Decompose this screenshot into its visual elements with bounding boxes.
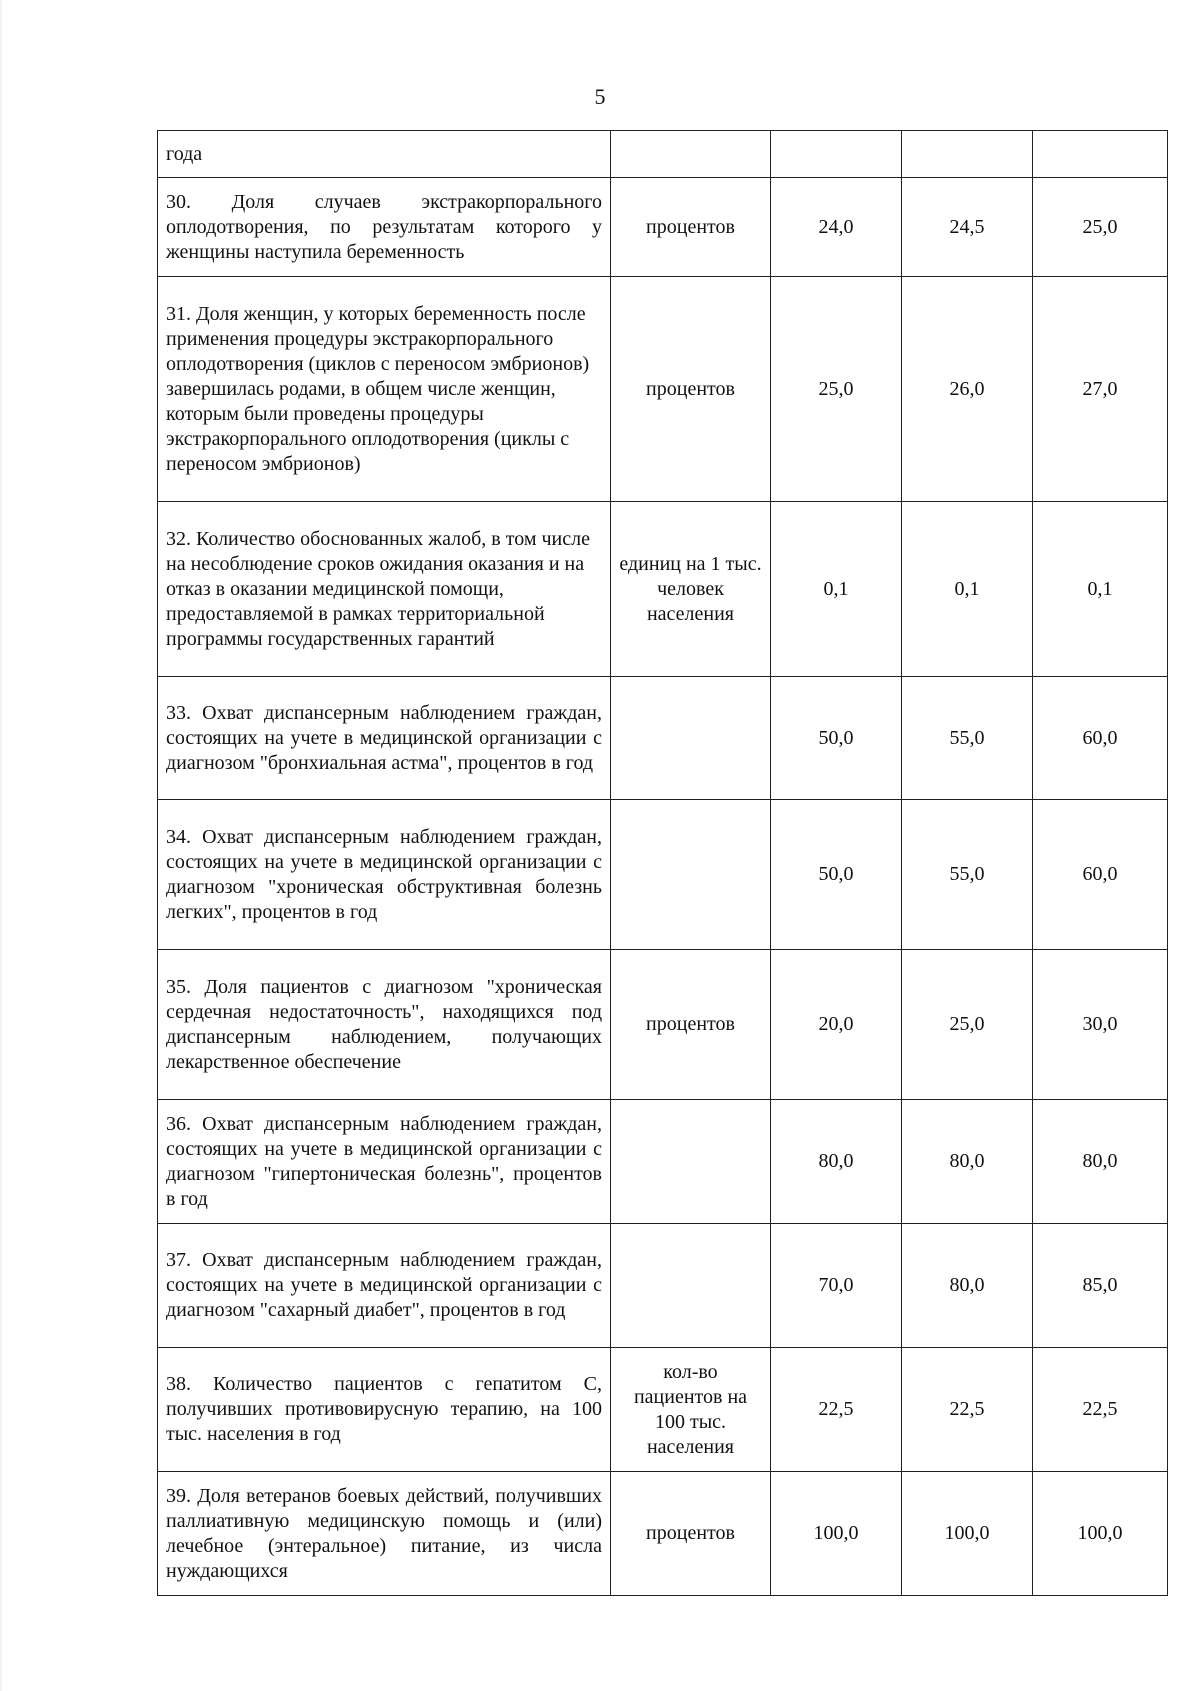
unit-cell xyxy=(611,131,771,178)
unit-cell: процентов xyxy=(611,1472,771,1596)
table-row xyxy=(158,1224,1168,1348)
value-cell-year-1: 80,0 xyxy=(771,1100,902,1224)
value-cell-year-1: 50,0 xyxy=(771,677,902,800)
indicator-description: 31. Доля женщин, у которых беременность после применения процедуры экстракорпорального оплодотворения (циклов с переносом эмбрионов) завершилась родами, в общем числе женщин, которым были проведены процедуры экстракорпорального оплодотворения (циклы с переносом эмбрионов) xyxy=(158,277,611,502)
table-row xyxy=(158,800,1168,950)
unit-cell xyxy=(611,1224,771,1348)
value-cell-year-1: 20,0 xyxy=(771,950,902,1100)
table-row xyxy=(158,178,1168,277)
unit-cell: процентов xyxy=(611,178,771,277)
value-cell-year-3: 22,5 xyxy=(1033,1348,1168,1472)
value-cell-year-1: 24,0 xyxy=(771,178,902,277)
value-cell-year-1: 0,1 xyxy=(771,502,902,677)
value-cell-year-2: 55,0 xyxy=(902,800,1033,950)
indicator-description: 34. Охват диспансерным наблюдением граждан, состоящих на учете в медицинской организации с диагнозом "хроническая обструктивная болезнь легких", процентов в год xyxy=(158,800,611,950)
unit-cell: процентов xyxy=(611,277,771,502)
value-cell-year-3: 25,0 xyxy=(1033,178,1168,277)
indicator-description: года xyxy=(158,131,611,178)
value-cell-year-2: 80,0 xyxy=(902,1100,1033,1224)
indicator-description: 32. Количество обоснованных жалоб, в том числе на несоблюдение сроков ожидания оказания и на отказ в оказании медицинской помощи, предоставляемой в рамках территориальной программы государственных гарантий xyxy=(158,502,611,677)
value-cell-year-3: 60,0 xyxy=(1033,800,1168,950)
value-cell-year-1: 50,0 xyxy=(771,800,902,950)
unit-cell: кол-во пациентов на 100 тыс. населения xyxy=(611,1348,771,1472)
value-cell-year-3: 100,0 xyxy=(1033,1472,1168,1596)
indicator-description: 36. Охват диспансерным наблюдением граждан, состоящих на учете в медицинской организации с диагнозом "гипертоническая болезнь", процентов в год xyxy=(158,1100,611,1224)
value-cell-year-1: 100,0 xyxy=(771,1472,902,1596)
unit-cell: процентов xyxy=(611,950,771,1100)
indicator-description: 33. Охват диспансерным наблюдением граждан, состоящих на учете в медицинской организации с диагнозом "бронхиальная астма", процентов в год xyxy=(158,677,611,800)
table-row xyxy=(158,677,1168,800)
value-cell-year-2: 100,0 xyxy=(902,1472,1033,1596)
indicator-description: 38. Количество пациентов с гепатитом С, получивших противовирусную терапию, на 100 тыс. населения в год xyxy=(158,1348,611,1472)
value-cell-year-1: 22,5 xyxy=(771,1348,902,1472)
table-row xyxy=(158,131,1168,178)
value-cell-year-2: 80,0 xyxy=(902,1224,1033,1348)
value-cell-year-1: 25,0 xyxy=(771,277,902,502)
value-cell-year-1: 70,0 xyxy=(771,1224,902,1348)
unit-cell xyxy=(611,1100,771,1224)
table-row xyxy=(158,277,1168,502)
value-cell-year-3: 27,0 xyxy=(1033,277,1168,502)
value-cell-year-2: 24,5 xyxy=(902,178,1033,277)
unit-cell: единиц на 1 тыс. человек населения xyxy=(611,502,771,677)
indicator-description: 37. Охват диспансерным наблюдением граждан, состоящих на учете в медицинской организации с диагнозом "сахарный диабет", процентов в год xyxy=(158,1224,611,1348)
indicator-description: 30. Доля случаев экстракорпорального оплодотворения, по результатам которого у женщины наступила беременность xyxy=(158,178,611,277)
indicator-description: 35. Доля пациентов с диагнозом "хроническая сердечная недостаточность", находящихся под диспансерным наблюдением, получающих лекарственное обеспечение xyxy=(158,950,611,1100)
indicators-table xyxy=(157,130,1168,1596)
page-number: 5 xyxy=(594,84,606,109)
sheet-edge xyxy=(0,0,2,1691)
unit-cell xyxy=(611,677,771,800)
value-cell-year-3: 30,0 xyxy=(1033,950,1168,1100)
value-cell-year-3: 80,0 xyxy=(1033,1100,1168,1224)
value-cell-year-3: 85,0 xyxy=(1033,1224,1168,1348)
value-cell-year-2: 25,0 xyxy=(902,950,1033,1100)
value-cell-year-2 xyxy=(902,131,1033,178)
unit-cell xyxy=(611,800,771,950)
table-row xyxy=(158,502,1168,677)
table-row xyxy=(158,1100,1168,1224)
value-cell-year-3: 0,1 xyxy=(1033,502,1168,677)
table-row xyxy=(158,1348,1168,1472)
value-cell-year-2: 0,1 xyxy=(902,502,1033,677)
value-cell-year-3: 60,0 xyxy=(1033,677,1168,800)
table-row xyxy=(158,1472,1168,1596)
value-cell-year-2: 26,0 xyxy=(902,277,1033,502)
indicator-description: 39. Доля ветеранов боевых действий, получивших паллиативную медицинскую помощь и (или) лечебное (энтеральное) питание, из числа нуждающихся xyxy=(158,1472,611,1596)
value-cell-year-2: 22,5 xyxy=(902,1348,1033,1472)
table-row xyxy=(158,950,1168,1100)
value-cell-year-3 xyxy=(1033,131,1168,178)
value-cell-year-1 xyxy=(771,131,902,178)
value-cell-year-2: 55,0 xyxy=(902,677,1033,800)
